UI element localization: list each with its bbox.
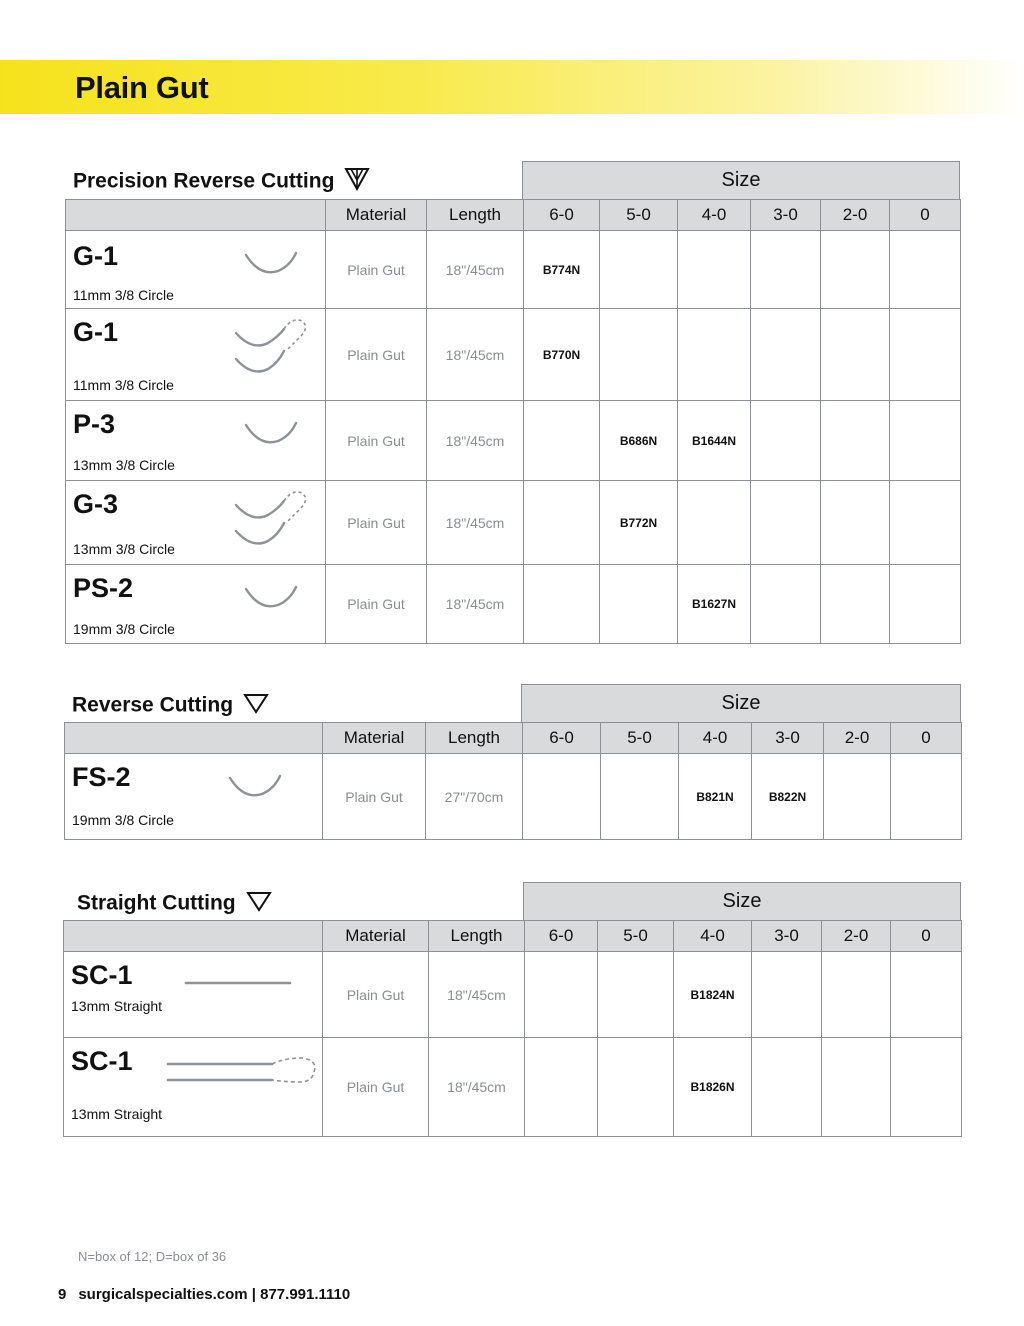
header-material: Material (323, 921, 429, 952)
header-size-2-0: 2-0 (821, 200, 890, 231)
header-size-2-0: 2-0 (822, 921, 891, 952)
needle-description: 13mm Straight (71, 998, 163, 1014)
table-row (64, 1038, 962, 1137)
header-size-0: 0 (890, 200, 961, 231)
needle-description: 13mm 3/8 Circle (73, 541, 175, 557)
header-size-3-0: 3-0 (752, 723, 824, 754)
length-cell: 18"/45cm (427, 401, 524, 481)
length-cell: 18"/45cm (427, 481, 524, 565)
needle-cell (66, 565, 326, 644)
material-cell: Plain Gut (323, 754, 426, 840)
product-code-cell (824, 754, 891, 840)
product-code-cell (751, 481, 821, 565)
product-code-cell (821, 231, 890, 309)
header-size-3-0: 3-0 (751, 200, 821, 231)
product-code-cell (891, 1038, 962, 1137)
product-code-cell (525, 952, 598, 1038)
material-cell: Plain Gut (323, 952, 429, 1038)
page-footer (58, 1286, 350, 1303)
header-blank-cell (66, 200, 326, 231)
product-code-cell (890, 481, 961, 565)
product-code-cell (891, 952, 962, 1038)
needle-name: SC-1 (71, 1046, 133, 1076)
needle-name: FS-2 (72, 762, 131, 792)
header-size-6-0: 6-0 (523, 723, 601, 754)
product-code-cell (751, 565, 821, 644)
double-armed-curved-needle-icon (230, 487, 310, 556)
product-code-cell: B1644N (678, 401, 751, 481)
section-title: Precision Reverse Cutting (73, 169, 335, 193)
needle-cell (64, 1038, 323, 1137)
product-code-cell (525, 1038, 598, 1137)
material-cell: Plain Gut (326, 231, 427, 309)
needle-name: PS-2 (73, 573, 134, 603)
product-code-cell (678, 231, 751, 309)
size-header: Size (521, 684, 961, 722)
header-size-4-0: 4-0 (679, 723, 752, 754)
section-title: Reverse Cutting (72, 693, 234, 717)
product-code-cell (524, 481, 600, 565)
reverse-cutting-triangle-icon (243, 692, 269, 720)
product-code-cell (890, 401, 961, 481)
product-code-cell: B1824N (674, 952, 752, 1038)
size-header: Size (523, 882, 961, 920)
page-title: Plain Gut (75, 70, 209, 105)
product-code-cell (751, 231, 821, 309)
product-table (63, 920, 962, 1137)
product-code-cell: B822N (752, 754, 824, 840)
section-straight-cutting (63, 882, 961, 1137)
needle-name: G-1 (73, 317, 119, 347)
product-code-cell (524, 565, 600, 644)
size-header: Size (522, 161, 960, 199)
needle-cell (66, 401, 326, 481)
straight-needle-icon (182, 976, 294, 995)
material-cell: Plain Gut (326, 401, 427, 481)
material-cell: Plain Gut (326, 309, 427, 401)
product-code-cell (600, 231, 678, 309)
footnote: N=box of 12; D=box of 36 (78, 1249, 227, 1264)
curved-needle-icon (238, 245, 308, 290)
product-code-cell: B821N (679, 754, 752, 840)
needle-name: G-3 (73, 489, 119, 519)
header-length: Length (426, 723, 523, 754)
product-code-cell (600, 309, 678, 401)
product-code-cell (751, 401, 821, 481)
header-size-5-0: 5-0 (600, 200, 678, 231)
needle-cell (65, 754, 323, 840)
needle-name: P-3 (73, 409, 116, 439)
product-code-cell (822, 1038, 891, 1137)
product-code-cell (891, 754, 962, 840)
curved-needle-icon (222, 768, 292, 813)
product-code-cell (601, 754, 679, 840)
header-size-5-0: 5-0 (601, 723, 679, 754)
double-armed-straight-needle-icon (162, 1052, 322, 1097)
length-cell: 18"/45cm (427, 231, 524, 309)
section-title: Straight Cutting (77, 891, 236, 915)
needle-name: G-1 (73, 241, 119, 271)
product-code-cell (524, 401, 600, 481)
product-code-cell (821, 401, 890, 481)
product-code-cell (523, 754, 601, 840)
header-size-0: 0 (891, 921, 962, 952)
product-table (64, 722, 962, 840)
header-size-4-0: 4-0 (678, 200, 751, 231)
material-cell: Plain Gut (323, 1038, 429, 1137)
header-size-4-0: 4-0 (674, 921, 752, 952)
needle-cell (66, 309, 326, 401)
material-cell: Plain Gut (326, 565, 427, 644)
needle-cell (66, 231, 326, 309)
header-size-3-0: 3-0 (752, 921, 822, 952)
product-code-cell (821, 565, 890, 644)
product-code-cell: B686N (600, 401, 678, 481)
table-row (66, 401, 961, 481)
product-code-cell (822, 952, 891, 1038)
curved-needle-icon (238, 415, 308, 460)
table-row (66, 231, 961, 309)
product-code-cell: B1826N (674, 1038, 752, 1137)
double-armed-curved-needle-icon (230, 315, 310, 384)
product-code-cell (598, 952, 674, 1038)
precision-reverse-cutting-triangle-icon (344, 167, 370, 197)
product-code-cell (821, 309, 890, 401)
needle-name: SC-1 (71, 960, 133, 990)
header-blank-cell (65, 723, 323, 754)
header-size-6-0: 6-0 (525, 921, 598, 952)
length-cell: 18"/45cm (427, 309, 524, 401)
product-table (65, 199, 961, 644)
curved-needle-icon (238, 579, 308, 624)
header-size-6-0: 6-0 (524, 200, 600, 231)
length-cell: 18"/45cm (429, 1038, 525, 1137)
header-length: Length (429, 921, 525, 952)
product-code-cell (752, 952, 822, 1038)
length-cell: 27"/70cm (426, 754, 523, 840)
needle-cell (66, 481, 326, 565)
needle-description: 19mm 3/8 Circle (72, 812, 174, 828)
header-length: Length (427, 200, 524, 231)
product-code-cell (890, 565, 961, 644)
product-code-cell (598, 1038, 674, 1137)
section-precision-reverse-cutting (65, 161, 960, 644)
table-row (66, 309, 961, 401)
product-code-cell (678, 309, 751, 401)
needle-description: 11mm 3/8 Circle (73, 287, 174, 303)
product-code-cell (821, 481, 890, 565)
product-code-cell (600, 565, 678, 644)
material-cell: Plain Gut (326, 481, 427, 565)
needle-cell (64, 952, 323, 1038)
product-code-cell: B1627N (678, 565, 751, 644)
section-reverse-cutting (64, 684, 961, 840)
product-code-cell (678, 481, 751, 565)
title-banner (0, 60, 1024, 114)
header-size-0: 0 (891, 723, 962, 754)
table-row (65, 754, 962, 840)
product-code-cell: B774N (524, 231, 600, 309)
product-code-cell (751, 309, 821, 401)
straight-cutting-triangle-icon (246, 890, 272, 918)
product-code-cell (890, 309, 961, 401)
page-number: 9 (58, 1286, 67, 1303)
needle-description: 19mm 3/8 Circle (73, 621, 175, 637)
table-row (66, 565, 961, 644)
footer-contact: surgicalspecialties.com | 877.991.1110 (78, 1286, 351, 1303)
needle-description: 11mm 3/8 Circle (73, 377, 174, 393)
product-code-cell: B772N (600, 481, 678, 565)
product-code-cell (752, 1038, 822, 1137)
product-code-cell (890, 231, 961, 309)
product-code-cell: B770N (524, 309, 600, 401)
table-row (66, 481, 961, 565)
header-material: Material (326, 200, 427, 231)
needle-description: 13mm 3/8 Circle (73, 457, 175, 473)
header-blank-cell (64, 921, 323, 952)
header-size-2-0: 2-0 (824, 723, 891, 754)
length-cell: 18"/45cm (429, 952, 525, 1038)
needle-description: 13mm Straight (71, 1106, 163, 1122)
length-cell: 18"/45cm (427, 565, 524, 644)
header-material: Material (323, 723, 426, 754)
header-size-5-0: 5-0 (598, 921, 674, 952)
table-row (64, 952, 962, 1038)
